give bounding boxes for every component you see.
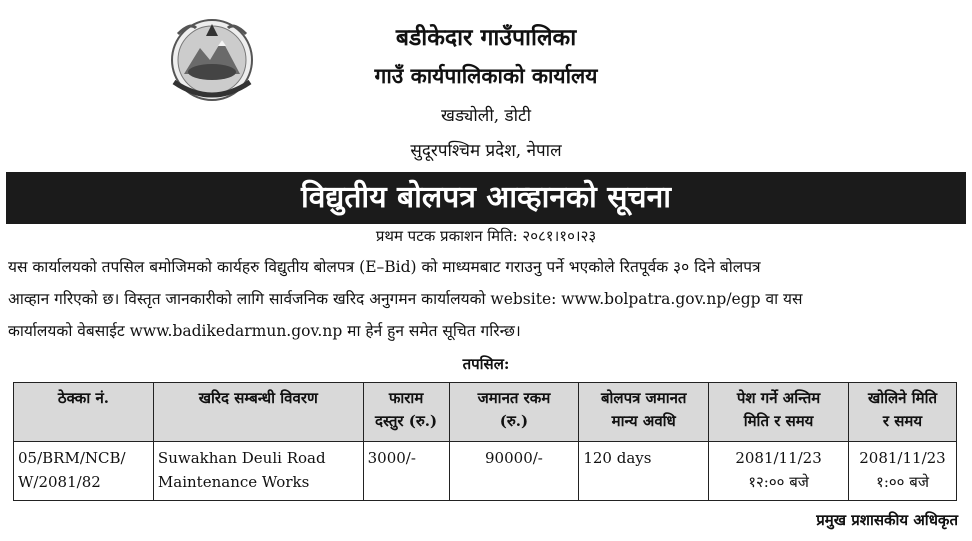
- header-form-fee: फाराम दस्तुर (रु.): [363, 383, 449, 442]
- office-address-line1: खड्योली, डोटी: [441, 106, 531, 126]
- header-bid-security: जमानत रकम (रु.): [449, 383, 579, 442]
- cell-submission: 2081/11/23 १२:०० बजे: [709, 442, 849, 501]
- cell-validity: 120 days: [579, 442, 709, 501]
- header-contract-no: ठेक्का नं.: [14, 383, 154, 442]
- header-validity: बोलपत्र जमानत मान्य अवधि: [579, 383, 709, 442]
- office-subtitle: गाउँ कार्यपालिकाको कार्यालय: [374, 63, 598, 88]
- body-text-line-2: आव्हान गरिएको छ। विस्तृत जानकारीको लागि सार्वजनिक खरिद अनुगमन कार्यालयको website: www.bolpatra.gov.np/egp वा यस: [8, 290, 803, 308]
- tender-table: [13, 382, 957, 501]
- body-text-line-1: यस कार्यालयको तपसिल बमोजिमको कार्यहरु विद्युतीय बोलपत्र (E–Bid) को माध्यमबाट गराउनु पर्ने भएकोले रितपूर्वक ३० दिने बोलपत्र: [8, 258, 761, 276]
- table-header-row: [14, 383, 957, 442]
- header-description: खरिद सम्बन्धी विवरण: [153, 383, 363, 442]
- signature-title: प्रमुख प्रशासकीय अधिकृत: [816, 511, 958, 529]
- cell-form-fee: 3000/-: [363, 442, 449, 501]
- cell-opening: 2081/11/23 १:०० बजे: [848, 442, 956, 501]
- office-name: बडीकेदार गाउँपालिका: [395, 24, 577, 51]
- cell-contract-no: 05/BRM/NCB/ W/2081/82: [14, 442, 154, 501]
- table-row: [14, 442, 957, 501]
- body-text-line-3: कार्यालयको वेबसाईट www.badikedarmun.gov.np मा हेर्न हुन समेत सूचित गरिन्छ।: [8, 322, 521, 340]
- notice-title-banner: [6, 172, 966, 224]
- publication-date: प्रथम पटक प्रकाशन मिति: २०८१।१०।२३: [375, 227, 597, 245]
- cell-bid-security: 90000/-: [449, 442, 579, 501]
- cell-description: Suwakhan Deuli Road Maintenance Works: [153, 442, 363, 501]
- header-submission: पेश गर्ने अन्तिम मिति र समय: [709, 383, 849, 442]
- details-label: तपसिल:: [462, 355, 510, 373]
- notice-title: विद्युतीय बोलपत्र आव्हानको सूचना: [300, 180, 672, 215]
- header-opening: खोलिने मिति र समय: [848, 383, 956, 442]
- office-address-line2: सुदूरपश्चिम प्रदेश, नेपाल: [410, 141, 562, 161]
